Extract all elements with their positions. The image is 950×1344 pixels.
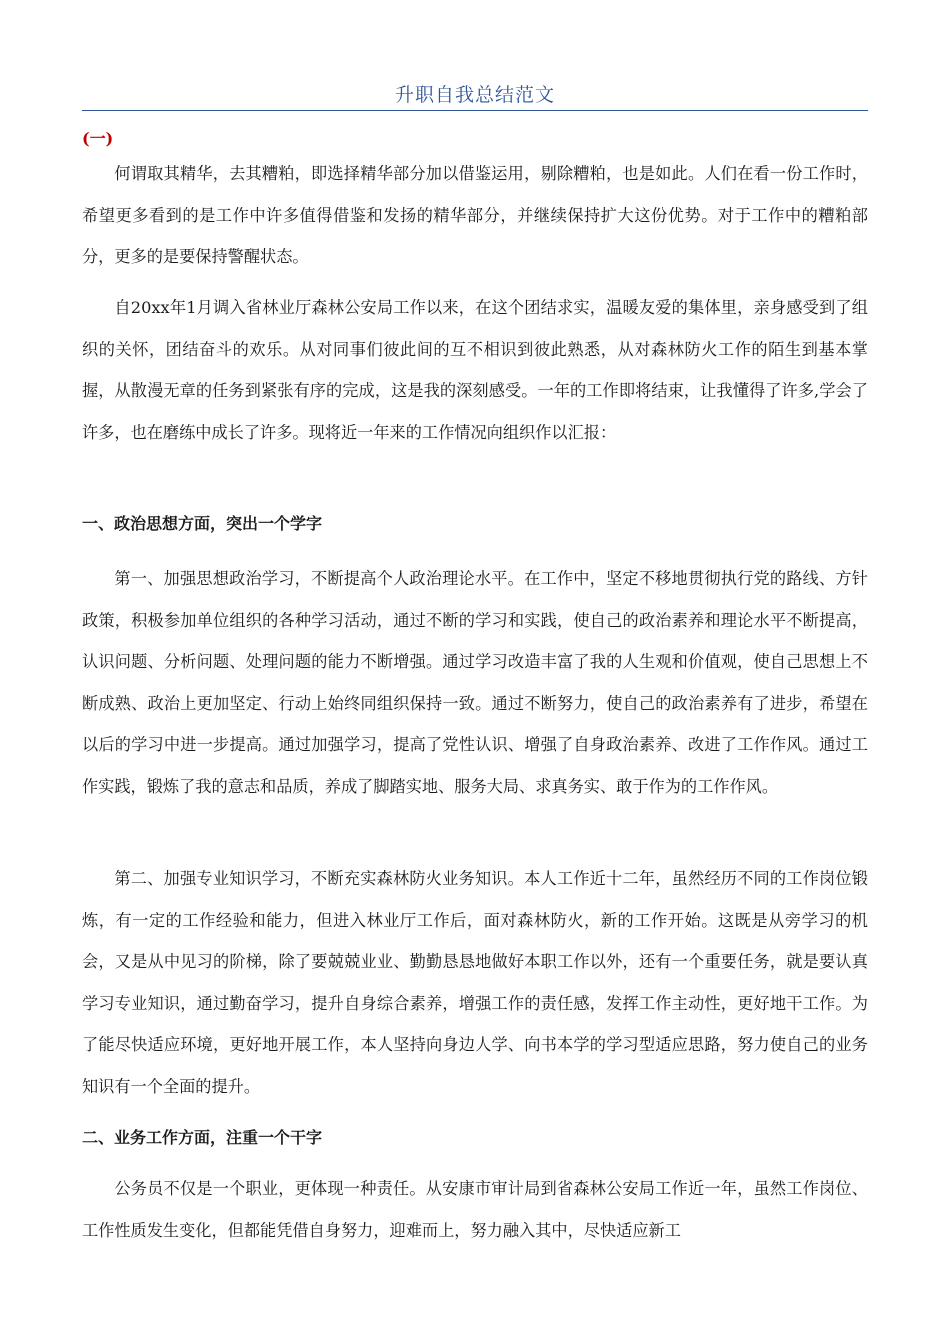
document-title: 升职自我总结范文	[394, 84, 555, 106]
section-heading-work: 二、业务工作方面，注重一个干字	[82, 1128, 323, 1147]
paragraph-professional-study: 第二、加强专业知识学习，不断充实森林防火业务知识。本人工作近十二年，虽然经历不同的工作岗位锻炼，有一定的工作经验和能力，但进入林业厅工作后，面对森林防火，新的工作开始。这既是从旁学习的机会，又是从中见习的阶梯，除了要兢兢业业、勤勤恳恳地做好本职工作以外，还有一个重要任务，就是要认真学习专业知识，通过勤奋学习，提升自身综合素养，增强工作的责任感，发挥工作主动性，更好地干工作。为了能尽快适应环境，更好地开展工作，本人坚持向身边人学、向书本学的学习型适应思路，努力使自己的业务知识有一个全面的提升。	[82, 869, 868, 1096]
section-heading-political: 一、政治思想方面，突出一个学字	[82, 514, 323, 533]
paragraph-intro: 何谓取其精华，去其糟粕，即选择精华部分加以借鉴运用，剔除糟粕，也是如此。人们在看一份工作时，希望更多看到的是工作中许多值得借鉴和发扬的精华部分，并继续保持扩大这份优势。对于工作中的糟粕部分，更多的是要保持警醒状态。	[82, 164, 868, 266]
paragraph-political-study: 第一、加强思想政治学习，不断提高个人政治理论水平。在工作中，坚定不移地贯彻执行党的路线、方针政策，积极参加单位组织的各种学习活动，通过不断的学习和实践，使自己的政治素养和理论水平不断提高，认识问题、分析问题、处理问题的能力不断增强。通过学习改造丰富了我的人生观和价值观，使自己思想上不断成熟、政治上更加坚定、行动上始终同组织保持一致。通过不断努力，使自己的政治素养有了进步，希望在以后的学习中进一步提高。通过加强学习，提高了党性认识、增强了自身政治素养、改进了工作作风。通过工作实践，锻炼了我的意志和品质，养成了脚踏实地、服务大局、求真务实、敢于作为的工作作风。	[82, 569, 868, 796]
paragraph-background: 自20xx年1月调入省林业厅森林公安局工作以来，在这个团结求实，温暖友爱的集体里，亲身感受到了组织的关怀，团结奋斗的欢乐。从对同事们彼此间的互不相识到彼此熟悉，从对森林防火工作的陌生到基本掌握，从散漫无章的任务到紧张有序的完成，这是我的深刻感受。一年的工作即将结束，让我懂得了许多,学会了许多，也在磨练中成长了许多。现将近一年来的工作情况向组织作以汇报：	[82, 298, 868, 442]
document-header	[82, 80, 868, 111]
paragraph-civil-servant: 公务员不仅是一个职业，更体现一种责任。从安康市审计局到省森林公安局工作近一年，虽然工作岗位、工作性质发生变化，但都能凭借自身努力，迎难而上，努力融入其中，尽快适应新工	[82, 1179, 868, 1240]
section-mark: (一)	[82, 129, 114, 148]
